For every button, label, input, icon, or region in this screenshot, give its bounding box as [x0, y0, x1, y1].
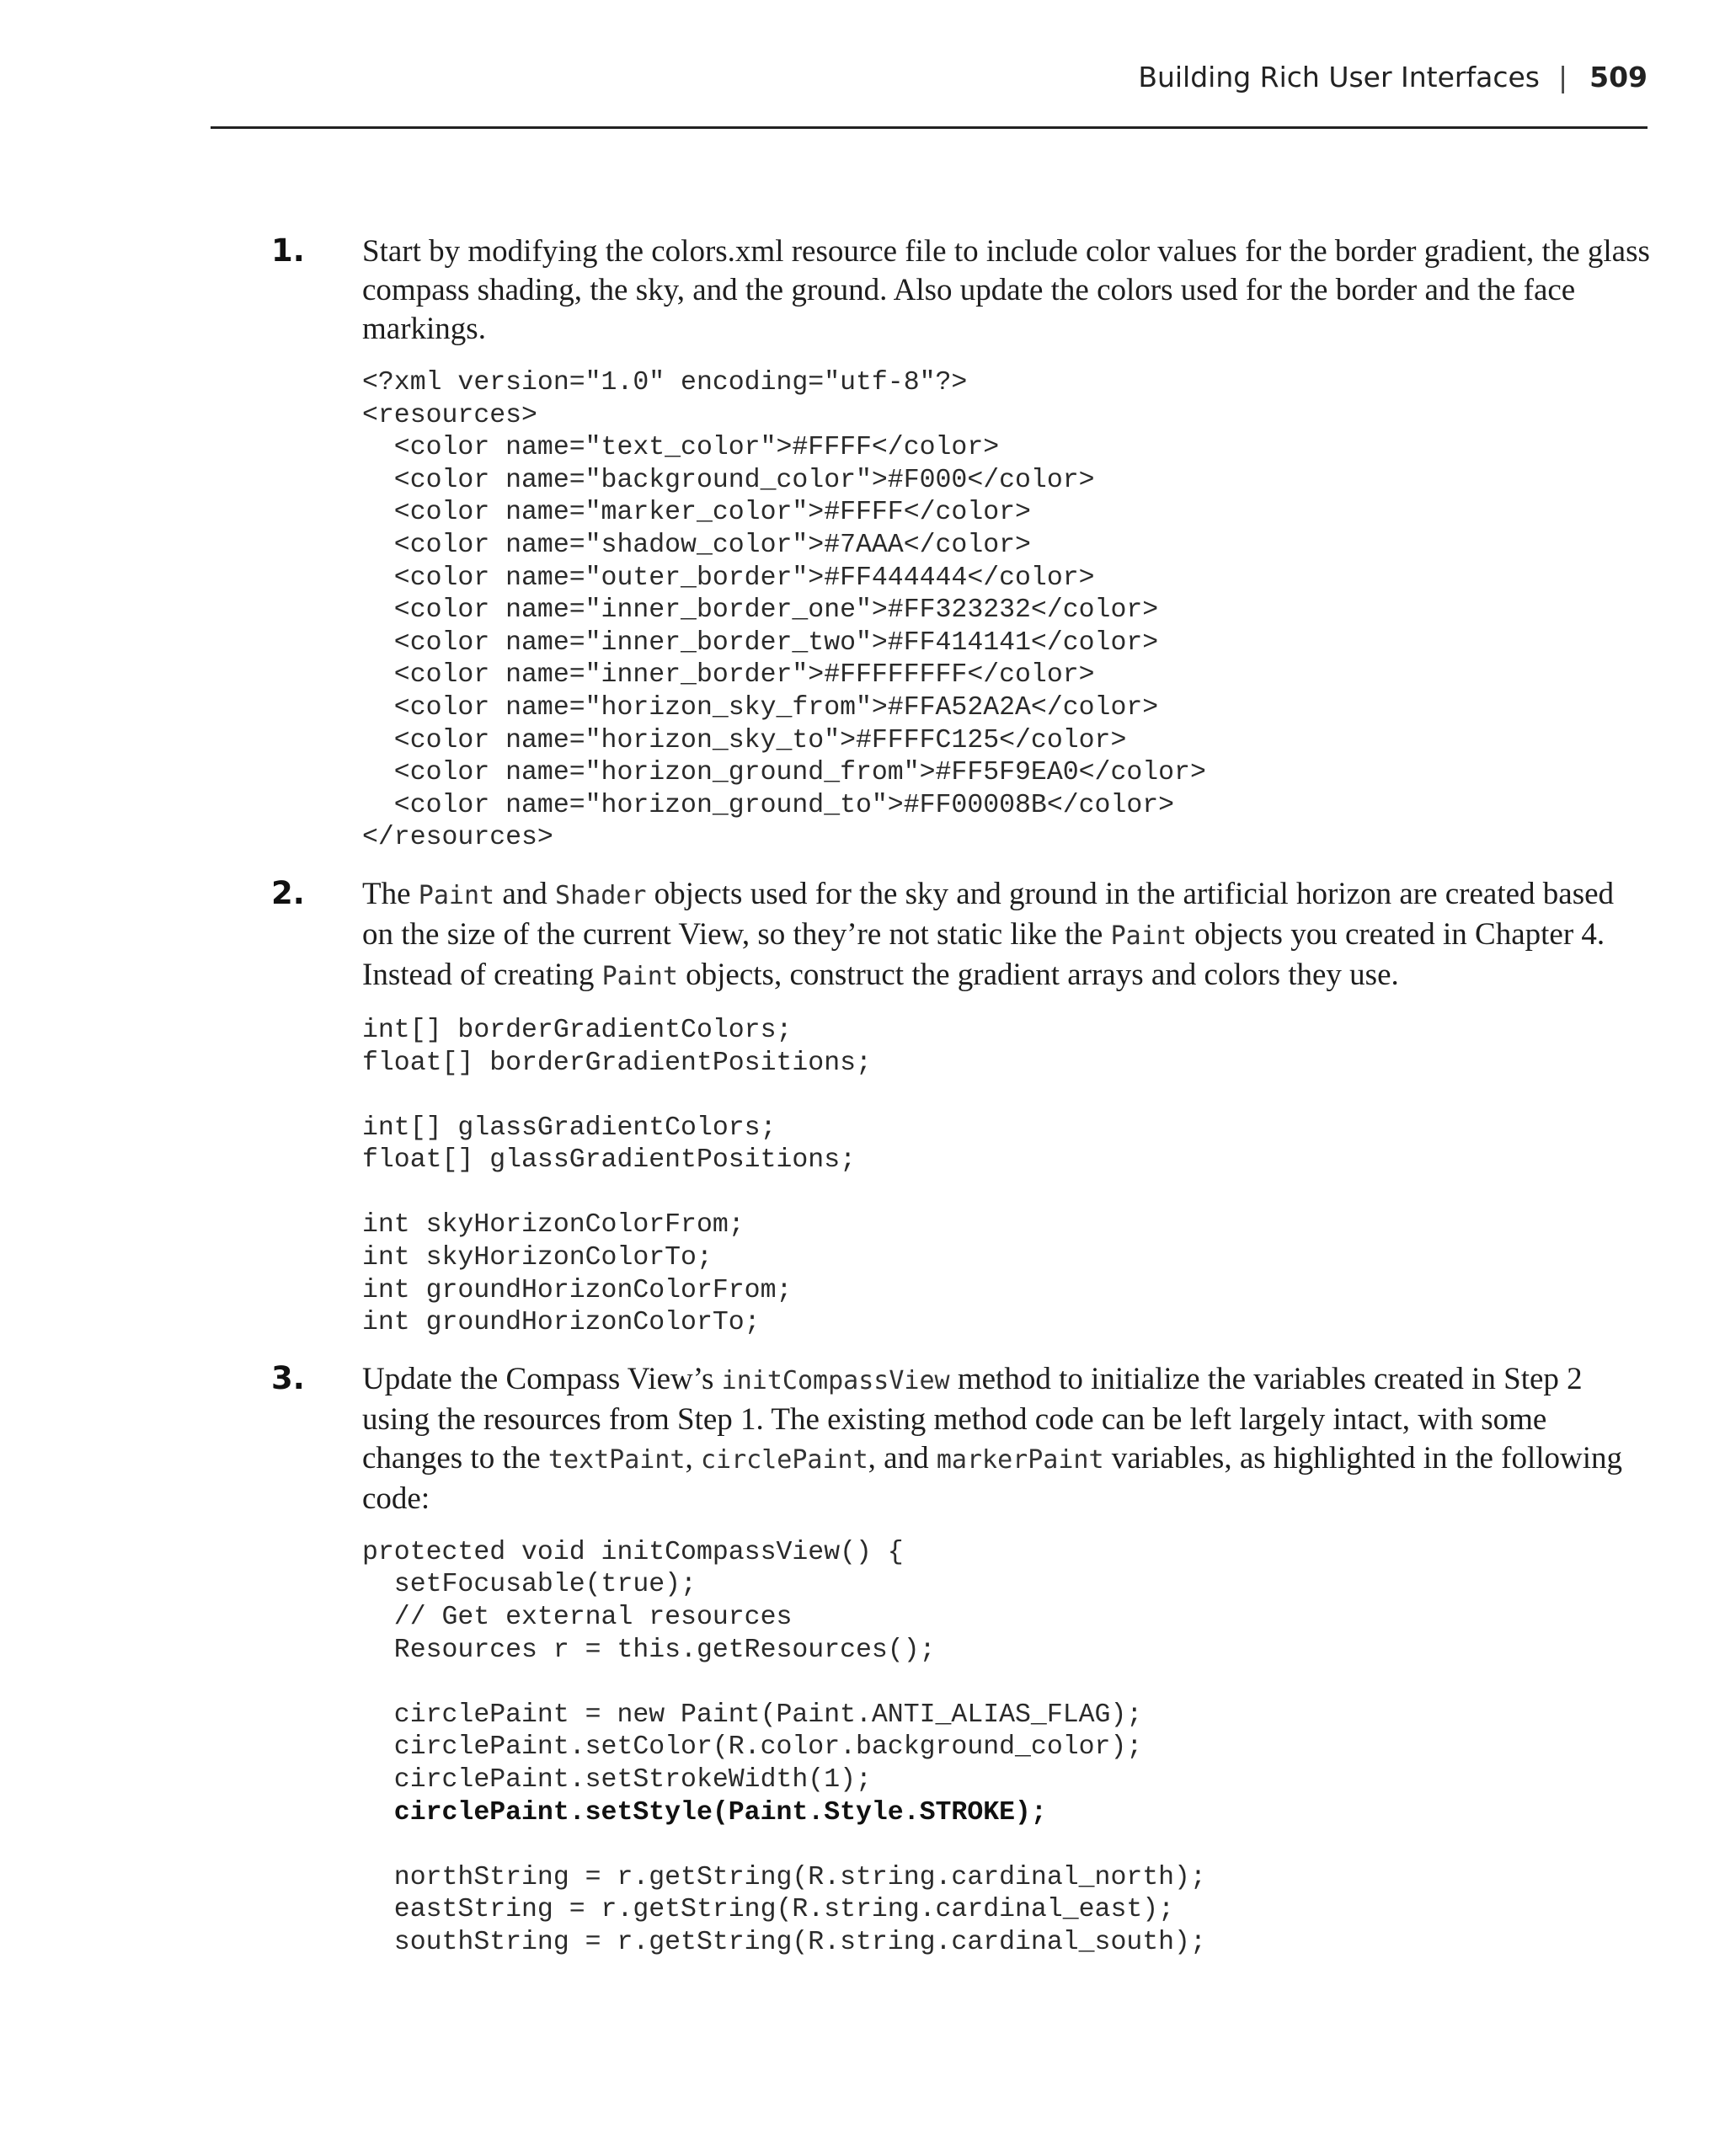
page-number: 509 [1589, 61, 1648, 93]
inline-code: textPaint [547, 1444, 686, 1475]
code-listing [362, 1537, 1651, 1960]
code-segment: northString = r.getString(R.string.cardinal_north); eastString = r.getString(R.string.cardinal_east); southString = r.getString(R.string.cardinal_south); [393, 1862, 1206, 1957]
text-run: Start by modifying the colors.xml resource file to include color values for the border gradient, the glass compass shading, the sky, and the ground. Also update the colors used for the border and the face markings. [362, 234, 1650, 346]
inline-code: initCompassView [721, 1365, 950, 1396]
step-1 [271, 232, 1651, 855]
text-run: objects, construct the gradient arrays and colors they use. [677, 957, 1399, 992]
text-run: method to initialize the variables created in Step 2 using the resources from Step 1. The existing method code can be left largely intact, with some changes to the [362, 1361, 1583, 1476]
step-instruction [362, 1360, 1651, 1518]
step-3 [271, 1359, 1651, 1960]
text-run: The [362, 876, 419, 911]
inline-code: circlePaint [700, 1444, 868, 1475]
inline-code: Paint [1110, 921, 1187, 951]
highlighted-code-line: circlePaint.setStyle(Paint.Style.STROKE); [362, 1797, 1047, 1828]
step-2 [271, 874, 1651, 1340]
chapter-title: Building Rich User Interfaces [1138, 61, 1540, 93]
header-separator: | [1557, 61, 1568, 93]
code-listing: int[] borderGradientColors; float[] borderGradientPositions; int[] glassGradientColors; float[] glassGradientPositions; int skyHorizonColorFrom; int skyHorizonColorTo; int groundHorizonColorFrom; int groundHorizonColorTo; [362, 1015, 872, 1338]
step-number: 2. [271, 874, 305, 911]
text-run: , and [868, 1440, 937, 1476]
text-run: objects you created in Chapter 4. Instead of creating [362, 916, 1605, 992]
header-rule [211, 126, 1648, 129]
text-run: , [685, 1440, 701, 1476]
code-segment: protected void initCompassView() { setFocusable(true); // Get external resources Resources r = this.getResources(); circlePaint = new Paint(Paint.ANTI_ALIAS_FLAG); circlePaint.setColor(R.color.background_color); circlePaint.setStrokeWidth(1); [362, 1537, 1143, 1795]
text-run: variables, as highlighted in the following code: [362, 1440, 1623, 1516]
inline-code: Paint [601, 961, 678, 991]
text-run: and [494, 876, 556, 911]
text-run: Update the Compass View’s [362, 1361, 722, 1396]
step-instruction [362, 232, 1651, 349]
step-number: 3. [271, 1359, 305, 1396]
code-listing: <?xml version="1.0" encoding="utf-8"?> <resources> <color name="text_color">#FFFF</color> <color name="background_color">#F000</color> <color name="marker_color">#FFFF</color> <color name="shadow_color">#7AAA</color> <color name="outer_border">#FF444444</color> <color name="inner_border_one">#FF323232</color> <color name="inner_border_two">#FF414141</color> <color name="inner_border">#FFFFFFFF</color> <color name="horizon_sky_from">#FFA52A2A</color> <color name="horizon_sky_to">#FFFFC125</color> <color name="horizon_ground_from">#FF5F9EA0</color> <color name="horizon_ground_to">#FF00008B</color> </resources> [362, 368, 1206, 853]
inline-code: markerPaint [936, 1444, 1104, 1475]
step-instruction [362, 875, 1651, 996]
text-run: objects used for the sky and ground in the artificial horizon are created based on the size of the current View, so they’re not static like the [362, 876, 1615, 952]
inline-code: Shader [555, 880, 647, 910]
inline-code: Paint [418, 880, 495, 910]
step-number: 1. [271, 232, 305, 269]
running-header [1138, 61, 1648, 93]
page-body [271, 232, 1651, 1960]
